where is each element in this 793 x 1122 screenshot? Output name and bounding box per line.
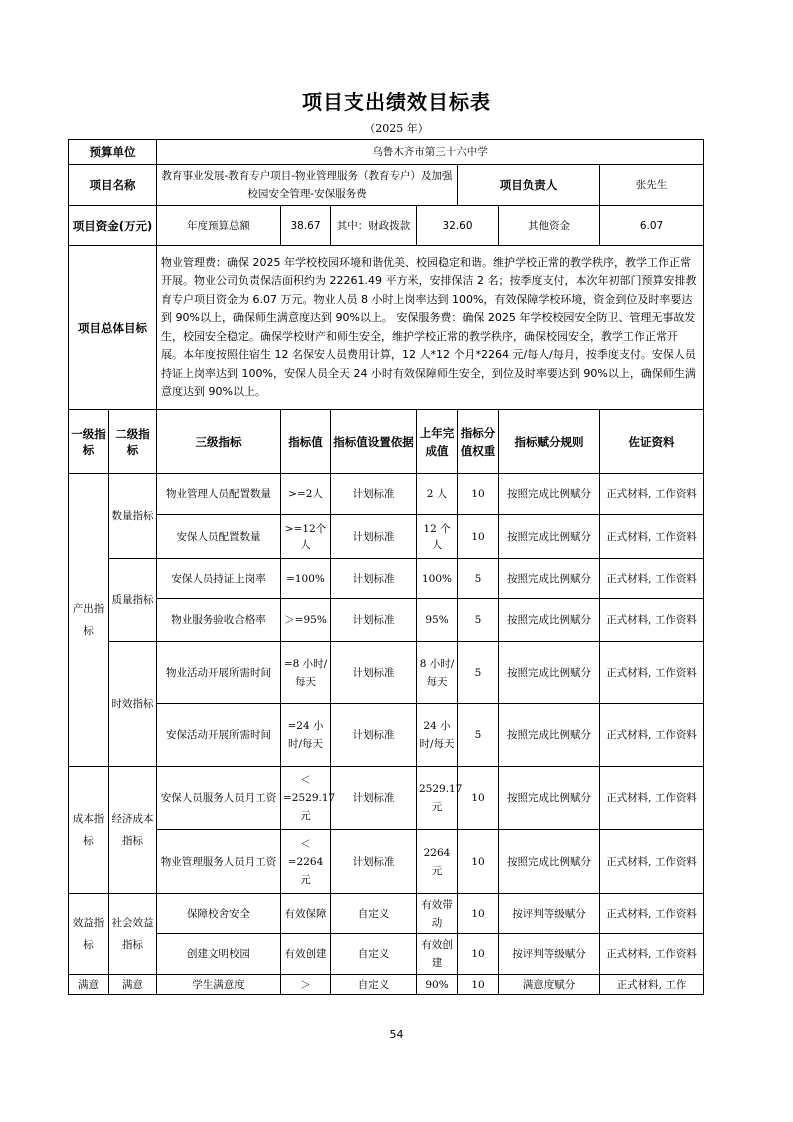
table-row [69, 599, 704, 642]
scoring-rule: 按评判等级赋分 [499, 934, 600, 975]
header-previous-value: 上年完成值 [417, 410, 458, 474]
previous-value: 24 小时/每天 [417, 704, 458, 767]
weight: 10 [458, 975, 499, 995]
evidence: 正式材料, 工作资料 [600, 704, 704, 767]
indicator-value: ＜=2264元 [281, 830, 331, 894]
weight: 5 [458, 642, 499, 704]
evidence: 正式材料, 工作资料 [600, 515, 704, 559]
evidence: 正式材料, 工作资料 [600, 599, 704, 642]
level2-timeliness: 时效指标 [109, 642, 157, 767]
level3-name: 物业管理服务人员月工资 [157, 830, 281, 894]
level2-quality: 质量指标 [109, 559, 157, 642]
fiscal-funds-value: 32.60 [417, 206, 499, 246]
indicator-value: >=12个人 [281, 515, 331, 559]
header-basis: 指标值设置依据 [331, 410, 417, 474]
indicator-value: =8 小时/每天 [281, 642, 331, 704]
weight: 5 [458, 704, 499, 767]
indicator-value: ＜=2529.17 元 [281, 767, 331, 830]
previous-value: 95% [417, 599, 458, 642]
level1-benefit: 效益指标 [69, 894, 109, 975]
table-row [69, 830, 704, 894]
level3-name: 物业活动开展所需时间 [157, 642, 281, 704]
project-name-value: 教育事业发展-教育专户项目-物业管理服务（教育专户）及加强校园安全管理-安保服务费 [157, 165, 458, 206]
evidence: 正式材料, 工作资料 [600, 767, 704, 830]
table-row [69, 642, 704, 704]
level3-name: 安保人员服务人员月工资 [157, 767, 281, 830]
indicator-value: =100% [281, 559, 331, 599]
header-weight: 指标分值权重 [458, 410, 499, 474]
level2-social: 社会效益指标 [109, 894, 157, 975]
weight: 10 [458, 767, 499, 830]
scoring-rule: 按照完成比例赋分 [499, 642, 600, 704]
weight: 10 [458, 515, 499, 559]
other-funds-value: 6.07 [600, 206, 704, 246]
header-level2: 二级指标 [109, 410, 157, 474]
table-row [69, 704, 704, 767]
other-funds-label: 其他资金 [499, 206, 600, 246]
table-row [69, 515, 704, 559]
scoring-rule: 按照完成比例赋分 [499, 704, 600, 767]
indicator-value: ＞=95% [281, 599, 331, 642]
table-row [69, 934, 704, 975]
scoring-rule: 按照完成比例赋分 [499, 559, 600, 599]
evidence: 正式材料, 工作资料 [600, 934, 704, 975]
overall-goal-label: 项目总体目标 [69, 246, 157, 410]
table-row [69, 767, 704, 830]
basis: 计划标准 [331, 704, 417, 767]
page-title: 项目支出绩效目标表 [302, 90, 491, 114]
indicator-value: 有效创建 [281, 934, 331, 975]
indicator-value: =24 小时/每天 [281, 704, 331, 767]
header-scoring-rule: 指标赋分规则 [499, 410, 600, 474]
year-subtitle: （2025 年） [364, 122, 429, 135]
header-level1: 一级指标 [69, 410, 109, 474]
basis: 计划标准 [331, 515, 417, 559]
level1-output: 产出指标 [69, 474, 109, 767]
weight: 10 [458, 830, 499, 894]
weight: 10 [458, 474, 499, 515]
performance-goal-table [68, 139, 704, 995]
level3-name: 创建文明校园 [157, 934, 281, 975]
scoring-rule: 按照完成比例赋分 [499, 830, 600, 894]
level3-name: 物业服务验收合格率 [157, 599, 281, 642]
level3-name: 安保活动开展所需时间 [157, 704, 281, 767]
annual-budget-value: 38.67 [281, 206, 331, 246]
weight: 5 [458, 599, 499, 642]
basis: 计划标准 [331, 599, 417, 642]
indicator-value: >=2人 [281, 474, 331, 515]
table-row [69, 975, 704, 995]
evidence: 正式材料, 工作资料 [600, 830, 704, 894]
basis: 自定义 [331, 894, 417, 934]
header-indicator-value: 指标值 [281, 410, 331, 474]
basis: 计划标准 [331, 642, 417, 704]
previous-value: 2264元 [417, 830, 458, 894]
previous-value: 2529.17 元 [417, 767, 458, 830]
previous-value: 有效创建 [417, 934, 458, 975]
level1-cost: 成本指标 [69, 767, 109, 894]
level3-name: 安保人员配置数量 [157, 515, 281, 559]
header-evidence: 佐证资料 [600, 410, 704, 474]
project-funds-label: 项目资金(万元) [69, 206, 157, 246]
scoring-rule: 按评判等级赋分 [499, 894, 600, 934]
scoring-rule: 满意度赋分 [499, 975, 600, 995]
previous-value: 90% [417, 975, 458, 995]
previous-value: 100% [417, 559, 458, 599]
basis: 自定义 [331, 934, 417, 975]
table-row [69, 559, 704, 599]
level2-quantity: 数量指标 [109, 474, 157, 559]
evidence: 正式材料, 工作资料 [600, 642, 704, 704]
scoring-rule: 按照完成比例赋分 [499, 474, 600, 515]
scoring-rule: 按照完成比例赋分 [499, 767, 600, 830]
previous-value: 8 小时/每天 [417, 642, 458, 704]
previous-value: 有效带动 [417, 894, 458, 934]
page-number: 54 [389, 1028, 404, 1041]
basis: 自定义 [331, 975, 417, 995]
basis: 计划标准 [331, 559, 417, 599]
budget-unit-label: 预算单位 [69, 140, 157, 165]
annual-budget-label: 年度预算总额 [157, 206, 281, 246]
project-leader-label: 项目负责人 [458, 165, 600, 206]
level3-name: 学生满意度 [157, 975, 281, 995]
previous-value: 2 人 [417, 474, 458, 515]
level3-name: 保障校舍安全 [157, 894, 281, 934]
basis: 计划标准 [331, 474, 417, 515]
evidence: 正式材料, 工作资料 [600, 559, 704, 599]
basis: 计划标准 [331, 830, 417, 894]
scoring-rule: 按照完成比例赋分 [499, 515, 600, 559]
basis: 计划标准 [331, 767, 417, 830]
table-row [69, 474, 704, 515]
project-leader-value: 张先生 [600, 165, 704, 206]
indicator-value: 有效保障 [281, 894, 331, 934]
table-row [69, 894, 704, 934]
header-level3: 三级指标 [157, 410, 281, 474]
previous-value: 12 个人 [417, 515, 458, 559]
scoring-rule: 按照完成比例赋分 [499, 599, 600, 642]
level3-name: 安保人员持证上岗率 [157, 559, 281, 599]
project-name-label: 项目名称 [69, 165, 157, 206]
fiscal-funds-label: 其中：财政拨款 [331, 206, 417, 246]
level2-satisfaction: 满意 [109, 975, 157, 995]
weight: 10 [458, 934, 499, 975]
evidence: 正式材料, 工作资料 [600, 894, 704, 934]
evidence: 正式材料, 工作 [600, 975, 704, 995]
evidence: 正式材料, 工作资料 [600, 474, 704, 515]
weight: 5 [458, 559, 499, 599]
level2-economic: 经济成本指标 [109, 767, 157, 894]
weight: 10 [458, 894, 499, 934]
level3-name: 物业管理人员配置数量 [157, 474, 281, 515]
budget-unit-value: 乌鲁木齐市第三十六中学 [157, 140, 704, 165]
level1-satisfaction: 满意 [69, 975, 109, 995]
overall-goal-text: 物业管理费：确保 2025 年学校校园环境和谐优美、校园稳定和谐。维护学校正常的教学秩序，教学工作正常开展。物业公司负责保洁面积约为 22261.49 平方米，安排保洁 2 名；按季度支付，本次年初部门预算安排教育专户项目资金为 6.07 万元。物业人员 8 小时上岗率达到 100%，有效保障学校环境，资金到位及时率要达到 90%以上，确保师生满意度达到 90%以上。 安保服务费：确保 2025 年学校校园安全防卫、管理无事故发生，校园安全稳定。确保学校财产和师生安全，维护学校正常的教学秩序，确保校园安全，教学工作正常开展。本年度按照住宿生 12 名保安人员费用计算，12 人*12 个月*2264 元/每人/每月，按季度支付。安保人员持证上岗率达到 100%，安保人员全天 24 小时有效保障师生安全，到位及时率要达到 90%以上，确保师生满意度达到 90%以上。 [157, 246, 704, 410]
indicator-value: ＞ [281, 975, 331, 995]
